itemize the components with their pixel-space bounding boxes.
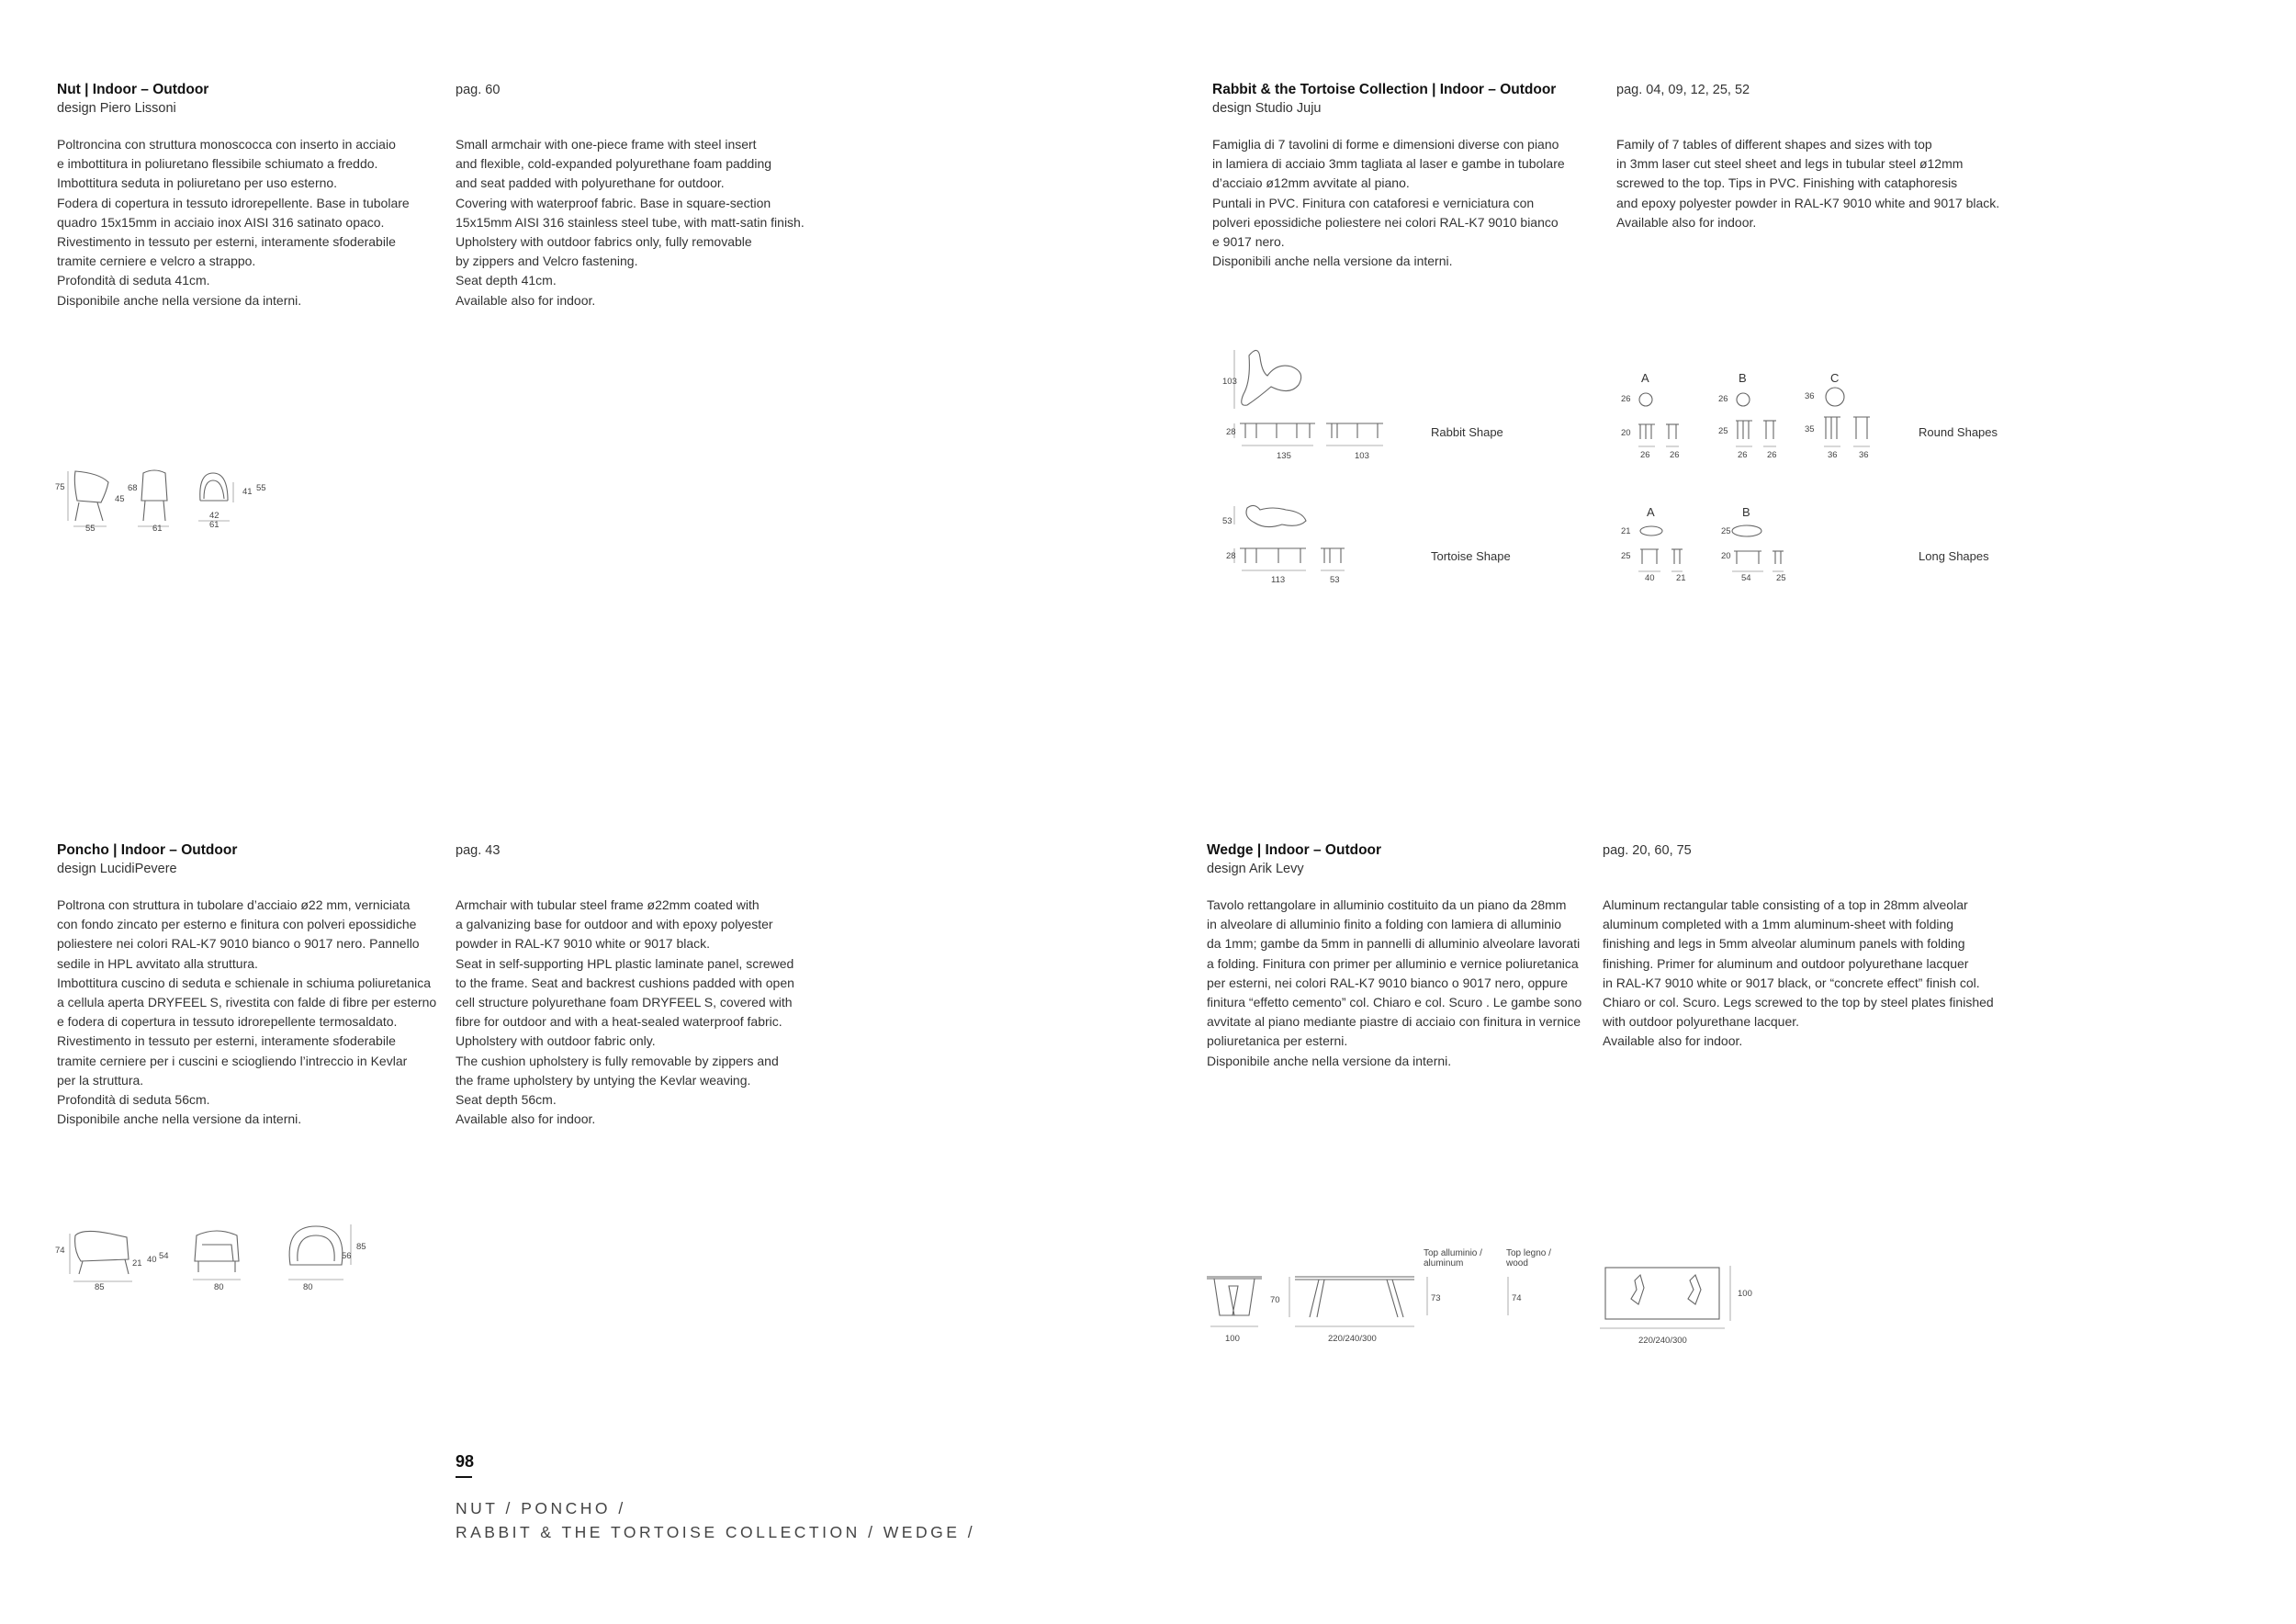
text-line: sedile in HPL avvitato alla struttura. <box>57 955 258 971</box>
nut-description-en <box>456 135 841 310</box>
shape-letter: A <box>1641 371 1649 385</box>
text-line: Profondità di seduta 56cm. <box>57 1092 210 1108</box>
dim-label: 73 <box>1431 1293 1441 1303</box>
text-line: in 3mm laser cut steel sheet and legs in tubular steel ø12mm <box>1616 156 1964 172</box>
text-line: Seat depth 56cm. <box>456 1092 557 1108</box>
dim-label: 25 <box>1721 526 1731 536</box>
poncho-header <box>57 841 452 1129</box>
text-line: Disponibile anche nella versione da interni. <box>57 1111 302 1127</box>
page-number-underline <box>456 1476 472 1478</box>
page-number: 98 <box>456 1452 475 1471</box>
text-line: finishing. Primer for aluminum and outdoor polyurethane lacquer <box>1603 955 1969 971</box>
dim-label: 36 <box>1859 450 1869 460</box>
dim-label: 36 <box>1828 450 1838 460</box>
text-line: Profondità di seduta 41cm. <box>57 273 210 288</box>
nut-title: Nut | Indoor – Outdoor <box>57 82 209 97</box>
text-line: Famiglia di 7 tavolini di forme e dimensioni diverse con piano <box>1212 137 1559 152</box>
dim-label: 85 <box>95 1282 105 1292</box>
text-line: Upholstery with outdoor fabrics only, fully removable <box>456 234 752 250</box>
text-line: Available also for indoor. <box>456 292 596 308</box>
text-line: and epoxy polyester powder in RAL-K7 9010 white and 9017 black. <box>1616 195 2000 210</box>
text-line: e fodera di copertura in tessuto idrorepellente termosaldato. <box>57 1014 398 1030</box>
text-line: Puntali in PVC. Finitura con cataforesi e verniciatura con <box>1212 195 1535 210</box>
shape-letter: A <box>1647 505 1655 519</box>
dim-label: 54 <box>159 1251 169 1261</box>
text-line: aluminum completed with a 1mm aluminum-sheet with folding <box>1603 917 1954 932</box>
rabbit-header <box>1212 81 1607 271</box>
dim-label: 55 <box>85 524 96 534</box>
text-line: and flexible, cold-expanded polyurethane foam padding <box>456 156 772 172</box>
dim-label: 25 <box>1621 551 1631 561</box>
rabbit-page-ref: pag. 04, 09, 12, 25, 52 <box>1616 83 1750 97</box>
dim-label: 53 <box>1222 516 1232 526</box>
dim-label: 21 <box>1621 526 1631 536</box>
rabbit-shape-drawing <box>1221 344 1405 455</box>
text-line: Rivestimento in tessuto per esterni, interamente sfoderabile <box>57 1033 396 1049</box>
text-line: Available also for indoor. <box>1603 1033 1743 1049</box>
text-line: Aluminum rectangular table consisting of a top in 28mm alveolar <box>1603 897 1968 912</box>
dim-label: 21 <box>132 1258 142 1269</box>
text-line: Imbottitura seduta in poliuretano per uso esterno. <box>57 175 338 191</box>
dim-label: 55 <box>256 483 266 493</box>
text-line: the frame upholstery by untying the Kevlar weaving. <box>456 1072 751 1088</box>
text-line: Disponibili anche nella versione da interni. <box>1212 254 1453 269</box>
dim-label: 25 <box>1718 426 1728 436</box>
nut-description-it <box>57 135 443 310</box>
dim-label: 74 <box>55 1246 65 1256</box>
wedge-english-block <box>1603 841 1998 1052</box>
dim-label: 45 <box>115 494 125 504</box>
text-line: Fodera di copertura in tessuto idrorepellente. Base in tubolare <box>57 195 410 210</box>
note-line: Top alluminio / <box>1424 1248 1482 1258</box>
dim-label: 103 <box>1355 451 1369 461</box>
dim-label: 21 <box>1676 573 1686 583</box>
text-line: to the frame. Seat and backrest cushions padded with open <box>456 975 794 990</box>
dim-label: 100 <box>1738 1289 1752 1299</box>
nut-header <box>57 81 443 310</box>
text-line: Imbottitura cuscino di seduta e schienale in schiuma poliuretanica <box>57 975 432 990</box>
text-line: a galvanizing base for outdoor and with epoxy polyester <box>456 917 773 932</box>
dim-label: 20 <box>1621 428 1631 438</box>
text-line: Seat depth 41cm. <box>456 273 557 288</box>
long-shapes-label: Long Shapes <box>1919 549 1989 563</box>
text-line: con fondo zincato per esterno e finitura con polveri epossidiche <box>57 917 417 932</box>
rabbit-shape-label: Rabbit Shape <box>1431 425 1503 439</box>
text-line: e imbottitura in poliuretano flessibile schiumato a freddo. <box>57 156 378 172</box>
text-line: Disponibile anche nella versione da interni. <box>1207 1053 1452 1068</box>
dim-label: 26 <box>1621 394 1631 404</box>
text-line: finishing and legs in 5mm alveolar aluminum panels with folding <box>1603 936 1965 952</box>
text-line: tramite cerniere per i cuscini e sciogliendo l’intreccio in Kevlar <box>57 1053 408 1068</box>
wedge-header <box>1207 841 1602 1071</box>
text-line: and seat padded with polyurethane for outdoor. <box>456 175 725 191</box>
footer-line: NUT / PONCHO / <box>456 1499 626 1517</box>
dim-label: 26 <box>1640 450 1650 460</box>
aluminum-top-note <box>1424 1248 1482 1269</box>
poncho-title: Poncho | Indoor – Outdoor <box>57 842 238 858</box>
dim-label: 35 <box>1805 424 1815 434</box>
text-line: a cellula aperta DRYFEEL S, rivestita con falde di fibre per esterno <box>57 995 437 1010</box>
dim-label: 54 <box>1741 573 1751 583</box>
text-line: Chiaro or col. Scuro. Legs screwed to the top by steel plates finished <box>1603 995 1994 1010</box>
text-line: e 9017 nero. <box>1212 234 1285 250</box>
wedge-title: Wedge | Indoor – Outdoor <box>1207 842 1382 858</box>
text-line: poliestere nei colori RAL-K7 9010 bianco o 9017 nero. Pannello <box>57 936 420 952</box>
dim-label: 74 <box>1512 1293 1522 1303</box>
poncho-description-en <box>456 896 850 1129</box>
dim-label: 28 <box>1226 427 1236 437</box>
round-shapes-label: Round Shapes <box>1919 425 1998 439</box>
wood-top-note <box>1506 1248 1551 1269</box>
dim-label: 80 <box>303 1282 313 1292</box>
text-line: The cushion upholstery is fully removable by zippers and <box>456 1053 779 1068</box>
rabbit-designer: design Studio Juju <box>1212 101 1322 116</box>
tortoise-shape-drawing <box>1221 501 1405 592</box>
text-line: cell structure polyurethane foam DRYFEEL S, covered with <box>456 995 793 1010</box>
poncho-english-block <box>456 841 850 1129</box>
text-line: avvitate al piano mediante piastre di acciaio con finitura in vernice <box>1207 1014 1581 1030</box>
dim-label: 100 <box>1225 1334 1240 1344</box>
dim-label: 85 <box>356 1242 366 1252</box>
shape-letter: C <box>1830 371 1840 385</box>
round-shapes-drawing <box>1618 377 1894 468</box>
dim-label: 135 <box>1277 451 1291 461</box>
text-line: per la struttura. <box>57 1072 144 1088</box>
text-line: Upholstery with outdoor fabric only. <box>456 1033 656 1049</box>
poncho-designer: design LucidiPevere <box>57 862 177 876</box>
text-line: in alveolare di alluminio finito a folding con lamiera di alluminio <box>1207 917 1561 932</box>
text-line: powder in RAL-K7 9010 white or 9017 black. <box>456 936 711 952</box>
text-line: tramite cerniere e velcro a strappo. <box>57 254 256 269</box>
wedge-description-en <box>1603 896 1998 1052</box>
text-line: Poltroncina con struttura monoscocca con inserto in acciaio <box>57 137 396 152</box>
dim-label: 28 <box>1226 551 1236 561</box>
note-line: Top legno / <box>1506 1248 1551 1258</box>
text-line: da 1mm; gambe da 5mm in pannelli di alluminio alveolare lavorati <box>1207 936 1581 952</box>
text-line: Available also for indoor. <box>456 1111 596 1127</box>
wedge-designer: design Arik Levy <box>1207 862 1304 876</box>
text-line: Armchair with tubular steel frame ø22mm coated with <box>456 897 760 912</box>
dim-label: 25 <box>1776 573 1786 583</box>
dim-label: 40 <box>147 1255 157 1265</box>
shape-letter: B <box>1742 505 1750 519</box>
note-line: aluminum <box>1424 1258 1464 1269</box>
rabbit-title: Rabbit & the Tortoise Collection | Indoor – Outdoor <box>1212 82 1557 97</box>
dim-label: 220/240/300 <box>1328 1334 1377 1344</box>
text-line: Family of 7 tables of different shapes and sizes with top <box>1616 137 1932 152</box>
dim-label: 26 <box>1670 450 1680 460</box>
text-line: Small armchair with one-piece frame with steel insert <box>456 137 757 152</box>
text-line: poliuretanica per esterni. <box>1207 1033 1348 1049</box>
dim-label: 103 <box>1222 377 1237 387</box>
dim-label: 20 <box>1721 551 1731 561</box>
text-line: with outdoor polyurethane lacquer. <box>1603 1014 1800 1030</box>
wedge-description-it <box>1207 896 1602 1071</box>
text-line: Disponibile anche nella versione da interni. <box>57 292 302 308</box>
poncho-page-ref: pag. 43 <box>456 843 501 858</box>
dim-label: 26 <box>1738 450 1748 460</box>
dim-label: 40 <box>1645 573 1655 583</box>
text-line: Poltrona con struttura in tubolare d’acciaio ø22 mm, verniciata <box>57 897 411 912</box>
dim-label: 70 <box>1270 1295 1280 1305</box>
dim-label: 36 <box>1805 391 1815 401</box>
poncho-description-it <box>57 896 452 1129</box>
dim-label: 80 <box>214 1282 224 1292</box>
dim-label: 61 <box>152 524 163 534</box>
dim-label: 26 <box>1767 450 1777 460</box>
nut-page-ref: pag. 60 <box>456 83 501 97</box>
rabbit-english-block <box>1616 81 2011 232</box>
text-line: a folding. Finitura con primer per alluminio e vernice poliuretanica <box>1207 955 1579 971</box>
rabbit-description-it <box>1212 135 1607 271</box>
rabbit-description-en <box>1616 135 2011 232</box>
text-line: in RAL-K7 9010 white or 9017 black, or “concrete effect” finish col. <box>1603 975 1980 990</box>
dim-label: 220/240/300 <box>1638 1336 1687 1346</box>
text-line: Available also for indoor. <box>1616 214 1757 230</box>
dim-label: 61 <box>209 520 219 530</box>
text-line: d’acciaio ø12mm avvitate al piano. <box>1212 175 1410 191</box>
dim-label: 42 <box>209 511 219 521</box>
dim-label: 75 <box>55 482 65 492</box>
dim-label: 56 <box>342 1251 352 1261</box>
text-line: by zippers and Velcro fastening. <box>456 254 638 269</box>
dim-label: 113 <box>1271 575 1286 585</box>
text-line: quadro 15x15mm in acciaio inox AISI 316 satinato opaco. <box>57 214 385 230</box>
nut-english-block <box>456 81 841 310</box>
text-line: Tavolo rettangolare in alluminio costituito da un piano da 28mm <box>1207 897 1567 912</box>
wedge-page-ref: pag. 20, 60, 75 <box>1603 843 1692 858</box>
dim-label: 68 <box>128 483 138 493</box>
nut-designer: design Piero Lissoni <box>57 101 176 116</box>
text-line: polveri epossidiche poliestere nei colori RAL-K7 9010 bianco <box>1212 214 1559 230</box>
dim-label: 41 <box>242 487 253 497</box>
dim-label: 26 <box>1718 394 1728 404</box>
text-line: in lamiera di acciaio 3mm tagliata al laser e gambe in tubolare <box>1212 156 1565 172</box>
tortoise-shape-label: Tortoise Shape <box>1431 549 1511 563</box>
text-line: finitura “effetto cemento” col. Chiaro e col. Scuro . Le gambe sono <box>1207 995 1582 1010</box>
text-line: screwed to the top. Tips in PVC. Finishing with cataphoresis <box>1616 175 1958 191</box>
text-line: 15x15mm AISI 316 stainless steel tube, with matt-satin finish. <box>456 214 805 230</box>
text-line: Covering with waterproof fabric. Base in square-section <box>456 195 771 210</box>
text-line: fibre for outdoor and with a heat-sealed waterproof fabric. <box>456 1014 782 1030</box>
dim-label: 53 <box>1330 575 1340 585</box>
text-line: per esterni, nei colori RAL-K7 9010 bianco o 9017 nero, oppure <box>1207 975 1569 990</box>
note-line: wood <box>1506 1258 1528 1269</box>
footer-line: RABBIT & THE TORTOISE COLLECTION / WEDGE / <box>456 1523 976 1541</box>
shape-letter: B <box>1739 371 1747 385</box>
text-line: Rivestimento in tessuto per esterni, interamente sfoderabile <box>57 234 396 250</box>
text-line: Seat in self-supporting HPL plastic laminate panel, screwed <box>456 955 794 971</box>
